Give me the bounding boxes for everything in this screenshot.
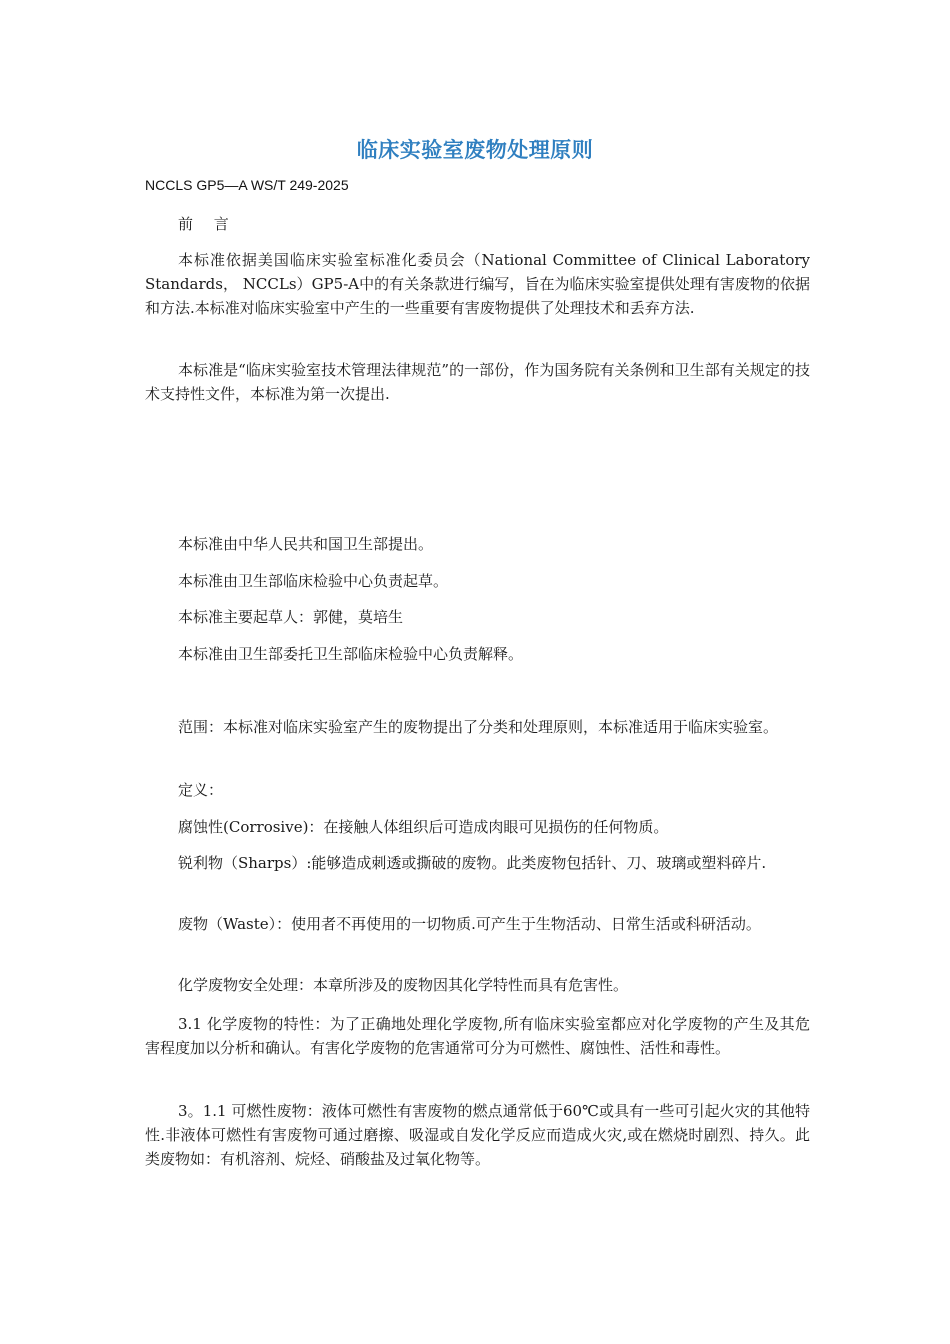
paragraph-sharps: 锐利物（Sharps）:能够造成刺透或撕破的废物。此类废物包括针、刀、玻璃或塑料碎片. [178,854,767,872]
foreword-heading: 前 言 [178,215,237,233]
paragraph-definitions: 定义： [178,781,224,799]
paragraph-proposer: 本标准由中华人民共和国卫生部提出。 [178,535,434,553]
paragraph-drafter: 本标准由卫生部临床检验中心负责起草。 [178,572,449,590]
paragraph-basis: 本标准依据美国临床实验室标准化委员会（National Committee of Clinical Laboratory Standards， NCCLs）GP5-A中的有关条款进行编写，旨在为临床实验室提供处理有害废物的依据和方法.本标准对临床实验室中产生的一些重要有害废物提供了处理技术和丢弃方法. [145,251,810,317]
paragraph-section-3-1: 3.1 化学废物的特性：为了正确地处理化学废物,所有临床实验室都应对化学废物的产生及其危害程度加以分析和确认。有害化学废物的危害通常可分为可燃性、腐蚀性、活性和毒性。 [145,1015,810,1057]
paragraph-authors: 本标准主要起草人：郭健，莫培生 [178,608,404,626]
paragraph-chemical-waste: 化学废物安全处理：本章所涉及的废物因其化学特性而具有危害性。 [178,976,629,994]
paragraph-interpretation: 本标准由卫生部委托卫生部临床检验中心负责解释。 [178,645,524,663]
standard-code: NCCLS GP5—A WS/T 249-2025 [145,177,349,193]
paragraph-corrosive: 腐蚀性(Corrosive)：在接触人体组织后可造成肉眼可见损伤的任何物质。 [178,818,669,836]
document-title: 临床实验室废物处理原则 [356,138,594,162]
paragraph-part-of: 本标准是“临床实验室技术管理法律规范”的一部份，作为国务院有关条例和卫生部有关规定的技术支持性文件，本标准为第一次提出. [145,361,810,403]
paragraph-scope: 范围：本标准对临床实验室产生的废物提出了分类和处理原则，本标准适用于临床实验室。 [178,718,779,736]
paragraph-waste: 废物（Waste）：使用者不再使用的一切物质.可产生于生物活动、日常生活或科研活动。 [178,915,761,933]
paragraph-section-3-1-1: 3。1.1 可燃性废物：液体可燃性有害废物的燃点通常低于60℃或具有一些可引起火灾的其他特性.非液体可燃性有害废物可通过磨擦、吸湿或自发化学反应而造成火灾,或在燃烧时剧烈、持久。此类废物如：有机溶剂、烷烃、硝酸盐及过氧化物等。 [145,1102,810,1168]
